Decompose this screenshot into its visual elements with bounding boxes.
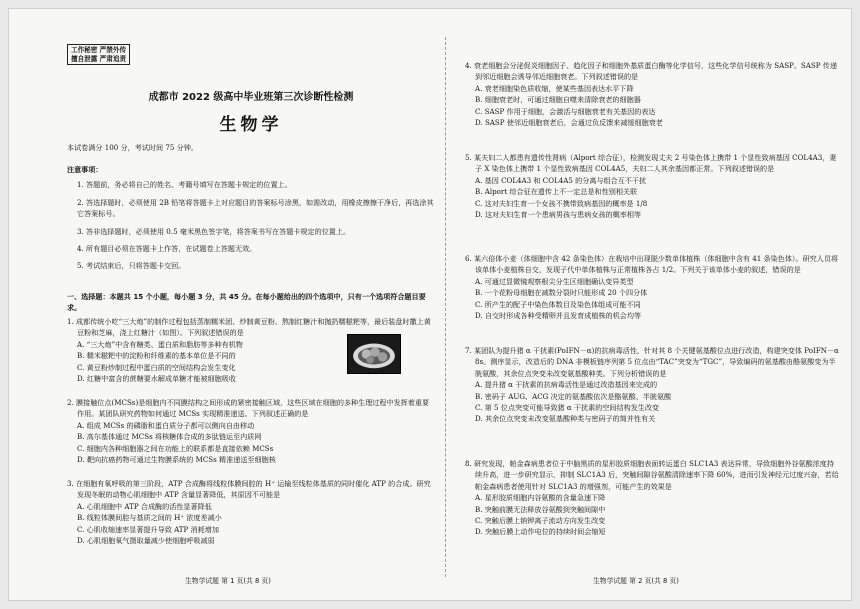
option-a: A. 星形胶质细胞内谷氨酸的含量急速下降 xyxy=(475,493,606,503)
option-c: C. 突触后膜上钠钾离子流动方向发生改变 xyxy=(475,516,606,526)
question-stem: 3. 在细胞有氧呼吸的第三阶段，ATP 合成酶将线粒体膜间腔的 H⁺ 运输至线粒体基质的同时催化 ATP 的合成。研究发现冬眠的动物心肌细胞中 ATP 含量显著降低，其原因不可能是 xyxy=(67,479,431,500)
option-a: A. “三大炮”中含有糖类、蛋白质和脂肪等多种有机物 xyxy=(77,339,243,349)
option-c: C. 心肌收缩速率显著提升导致 ATP 消耗增加 xyxy=(77,524,219,534)
note-item: 5. 考试结束后，只将答题卡交回。 xyxy=(77,261,186,271)
option-d: D. 自交时形成各种受精卵并且发育成植株的机会均等 xyxy=(475,311,642,321)
question-7 xyxy=(465,345,839,425)
subject-title: 生物学 xyxy=(219,115,283,135)
option-b: B. 线粒体膜间腔与基质之间的 H⁺ 浓度差减小 xyxy=(77,513,222,523)
question-stem: 8. 研究发现，帕金森病患者位于中脑黑质的星形胶质细胞表面转运蛋白 SLC1A3 表达异常，导致细胞外谷氨酸浓度持续升高，进一步研究显示，抑制 SLC1A3 后，突触间隙谷氨酸清除速率下降 60%，进而引发神经元过度兴奋，若给帕金森病患者使用针对 SLC1A3 的增强剂，可能产生的效果是 xyxy=(465,459,839,491)
note-item: 1. 答题前，务必将自己的姓名、考籍号填写在答题卡规定的位置上。 xyxy=(77,180,292,190)
option-d: D. 心肌细胞氧气摄取量减少使细胞呼吸减弱 xyxy=(77,536,215,546)
option-a: A. 组成 MCSs 的磷脂和蛋白质分子都可以侧向自由移动 xyxy=(77,420,255,430)
exam-title: 成都市 2022 级高中毕业班第三次诊断性检测 xyxy=(148,92,354,103)
option-c: C. 黄豆粉炒制过程中蛋白质的空间结构会发生变化 xyxy=(77,362,236,372)
option-d: D. 其余位点突变未改变氨基酸种类与密码子的简并性有关 xyxy=(475,414,656,424)
option-b: B. 密码子 AUG、ACG 决定的氨基酸依次是酪氨酸、半胱氨酸 xyxy=(475,391,672,401)
option-a: A. 心肌细胞中 ATP 合成酶的活性显著降低 xyxy=(77,501,212,511)
question-5 xyxy=(465,152,839,220)
question-stem: 4. 衰老细胞会分泌促炎细胞因子、趋化因子和细胞外基质蛋白酶等化学信号，这些化学信号统称为 SASP。SASP 传递到邻近细胞会诱导邻近细胞衰老。下列叙述错误的是 xyxy=(465,61,837,82)
question-stem: 5. 某夫妇二人都患有遗传性肾病（Alport 综合征），检测发现丈夫 2 号染色体上携带 1 个显性致病基因 COL4A3，妻子 X 染色体上携带 1 个显性致病基因 COL4A5，夫妇二人其余基因都正常。下列叙述错误的是 xyxy=(465,153,837,174)
page-footer-right: 生物学试题 第 2 页(共 8 页) xyxy=(593,577,679,585)
question-8 xyxy=(465,458,839,538)
exam-page xyxy=(8,8,852,601)
question-stem: 1. 成都传统小吃“三大炮”的制作过程包括蒸制糯米团、炒制黄豆粉、熬制红糖汁和抛扔糯糍粑等，最后装盘时撒上黄豆粉和芝麻，浇上红糖汁（如图）。下列叙述错误的是 xyxy=(67,317,431,338)
question-stem: 6. 某六倍体小麦（体细胞中含 42 条染色体）在栽培中出现脱少数单体植株（体细胞中含有 41 条染色体）。研究人员将该单体小麦植株自交，发现子代中单体植株与正常植株各占 1/2。下列关于该单体小麦的叙述，错误的是 xyxy=(465,254,839,275)
question-6 xyxy=(465,253,839,321)
option-b: B. Alport 综合征在遗传上不一定总是和性别相关联 xyxy=(475,187,638,197)
question-4 xyxy=(465,60,839,128)
food-photo xyxy=(347,334,401,374)
option-c: C. 第 5 位点突变可能导致猪 α 干扰素的空间结构发生改变 xyxy=(475,403,660,413)
notes xyxy=(67,164,435,272)
option-a: A. 基因 COL4A3 和 COL4A5 的分离与组合互不干扰 xyxy=(475,175,647,185)
option-d: D. 红糖中富含的蔗糖要水解成单糖才能被细胞吸收 xyxy=(77,374,236,384)
question-2 xyxy=(67,397,435,465)
score-time: 本试卷满分 100 分，考试时间 75 分钟。 xyxy=(67,143,198,152)
option-a: A. 可通过显微镜观察根尖分生区细胞确认变异类型 xyxy=(475,276,634,286)
option-d: D. 靶向抗癌药物可通过生物膜系统的 MCSs 精准递送至细胞核 xyxy=(77,455,276,465)
option-b: B. 糯米糍粑中的淀粉和纤维素的基本单位是不同的 xyxy=(77,351,236,361)
section-heading: 一、选择题：本题共 15 个小题，每小题 3 分，共 45 分。在每小题给出的四个选项中，只有一个选项符合题目要求。 xyxy=(67,292,426,313)
option-d: D. SASP 使邻近细胞衰老后，会通过负反馈来减缓细胞衰老 xyxy=(475,118,663,128)
confidential-line-1: 工作秘密 严禁外传 xyxy=(71,46,127,54)
notes-heading: 注意事项： xyxy=(67,165,103,174)
page-footer-left: 生物学试题 第 1 页(共 8 页) xyxy=(185,577,271,585)
confidential-line-2: 擅自泄露 严肃追责 xyxy=(71,54,127,63)
note-item: 4. 所有题目必须在答题卡上作答，在试题卷上答题无效。 xyxy=(77,244,257,254)
question-3 xyxy=(67,478,435,546)
option-b: B. 突触前膜无法释放谷氨酸到突触间隙中 xyxy=(475,504,606,514)
note-item: 3. 答非选择题时，必须使用 0.5 毫米黑色签字笔，将答案书写在答题卡规定的位置上。 xyxy=(77,226,351,236)
option-c: C. 细胞内各种细胞器之间在功能上的联系都是直接依赖 MCSs xyxy=(77,443,274,453)
option-b: B. 细胞衰老时，可通过细胞自噬来清除衰老的细胞器 xyxy=(475,95,641,105)
confidential-stamp xyxy=(67,44,130,65)
option-c: C. 所产生的配子中染色体数目及染色体组成可能不同 xyxy=(475,299,641,309)
option-d: D. 突触后膜上动作电位的持续时间会缩短 xyxy=(475,527,606,537)
note-item: 2. 答选择题时，必须使用 2B 铅笔将答题卡上对应题目的答案标号涂黑，如需改动，用橡皮擦擦干净后，再选涂其它答案标号。 xyxy=(77,197,434,219)
option-a: A. 衰老细胞染色质收缩，使某些基因表达水平下降 xyxy=(475,83,634,93)
option-d: D. 这对夫妇生育一个患病男孩与患病女孩的概率相等 xyxy=(475,210,642,220)
option-a: A. 提升猪 α 干扰素的抗病毒活性是通过改造基因来完成的 xyxy=(475,380,658,390)
option-b: B. 高尔基体通过 MCSs 将核糖体合成的多肽链运至内质网 xyxy=(77,432,262,442)
option-c: C. 这对夫妇生育一个女孩不携带致病基因的概率是 1/8 xyxy=(475,198,648,208)
san-da-pao-image xyxy=(348,335,400,373)
question-stem: 7. 某团队为提升猪 α 干扰素(PoIFN－α)的抗病毒活性，针对其 8 个关键氨基酸位点进行改造，构建突变体 PoIFN－α 8s。测序显示，改造后的 DNA 非模板链序列第 5 位点由“TAC”突变为“TGC”，导致编码的氨基酸由酪氨酸变为半胱氨酸，其余位点突变未改变氨基酸种类。下列分析错误的是 xyxy=(465,346,839,378)
question-stem: 2. 膜接触位点(MCSs)是细胞内不同膜结构之间形成的紧密接触区域，这些区域在细胞的多种生理过程中发挥着重要作用。某团队研究药物如何通过 MCSs 实现精准递送。下列叙述正确的是 xyxy=(67,398,430,419)
fold-line xyxy=(445,37,446,577)
option-c: C. SASP 作用于细胞，会激活与细胞衰老有关基因的表达 xyxy=(475,106,656,116)
option-b: B. 一个花粉母细胞在减数分裂时只能形成 20 个四分体 xyxy=(475,288,648,298)
